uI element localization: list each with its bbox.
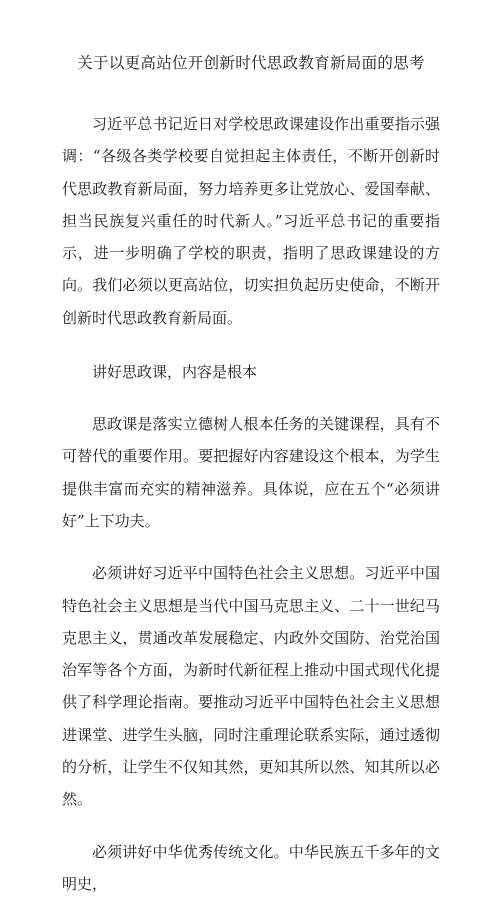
section-heading: 讲好思政课，内容是根本: [92, 363, 258, 382]
document-title: 关于以更高站位开创新时代思政教育新局面的思考: [77, 54, 425, 72]
paragraph-culture: 必须讲好中华优秀传统文化。中华民族五千多年的文明史，: [62, 842, 440, 893]
paragraph-intro: 习近平总书记近日对学校思政课建设作出重要指示强调：“各级各类学校要自觉担起主体责任，不断开创新时代思政教育新局面，努力培养更多让党放心、爱国奉献、担当民族复兴重任的时代新人。”习近平总书记的重要指示，进一步明确了学校的职责，指明了思政课建设的方向。我们必须以更高站位，切实担负起历史使命，不断开创新时代思政教育新局面。: [62, 115, 440, 327]
paragraph-thought: 必须讲好习近平中国特色社会主义思想。习近平中国特色社会主义思想是当代中国马克思主义、二十一世纪马克思主义，贯通改革发展稳定、内政外交国防、治党治国治军等各个方面，为新时代新征程上推动中国式现代化提供了科学理论指南。要推动习近平中国特色社会主义思想进课堂、进学生头脑，同时注重理论联系实际，通过透彻的分析，让学生不仅知其然，更知其所以然、知其所以必然。: [62, 564, 440, 809]
paragraph-overview: 思政课是落实立德树人根本任务的关键课程，具有不可替代的重要作用。要把握好内容建设这个根本，为学生提供丰富而充实的精神滋养。具体说，应在五个“必须讲好”上下功夫。: [62, 415, 440, 530]
